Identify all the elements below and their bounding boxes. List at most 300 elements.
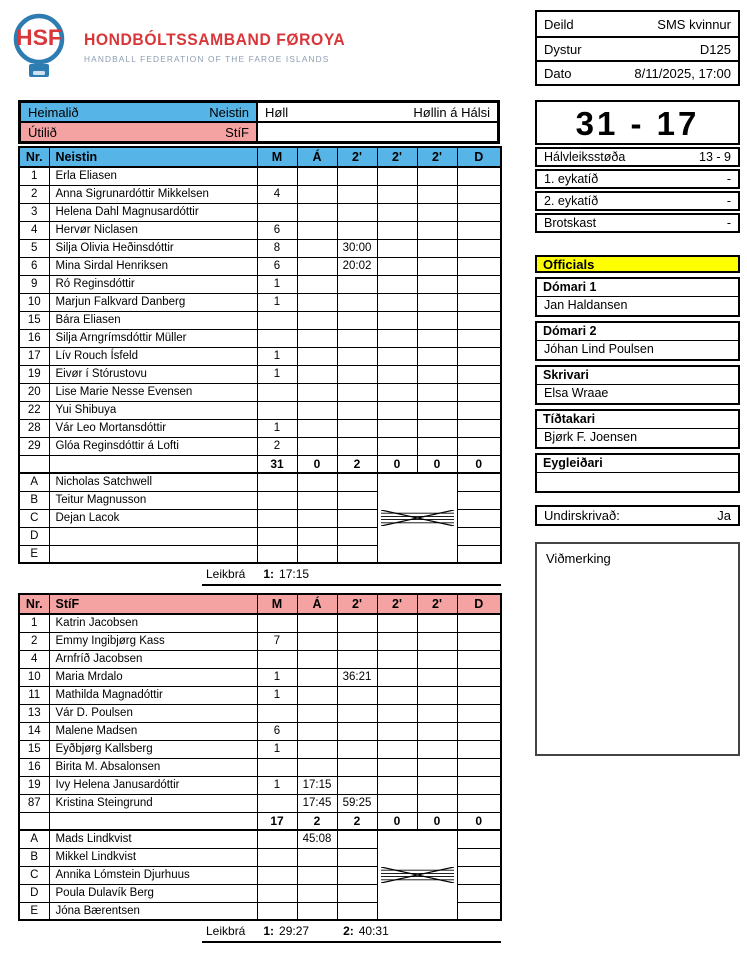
player-stat-cell	[337, 329, 377, 347]
staff-letter-cell: D	[19, 527, 49, 545]
player-nr-cell: 13	[19, 704, 49, 722]
overtime2-row	[535, 191, 740, 211]
leikbra-footer-home	[202, 566, 501, 586]
player-stat-cell	[377, 686, 417, 704]
player-nr-cell: 10	[19, 668, 49, 686]
player-stat-cell	[297, 293, 337, 311]
player-row	[19, 740, 501, 758]
player-nr-cell: 2	[19, 632, 49, 650]
player-stat-cell	[257, 614, 297, 632]
player-stat-cell	[297, 311, 337, 329]
player-stat-cell	[457, 167, 501, 185]
player-stat-cell	[337, 167, 377, 185]
player-stat-cell: 7	[257, 632, 297, 650]
player-name-cell: Arnfríð Jacobsen	[49, 650, 257, 668]
player-stat-cell	[337, 401, 377, 419]
player-stat-cell	[257, 704, 297, 722]
meta-row-dystur	[537, 36, 738, 60]
player-stat-cell	[417, 401, 457, 419]
stat-column-header: 2'	[337, 594, 377, 614]
player-stat-cell	[457, 776, 501, 794]
overtime2-value: -	[726, 194, 731, 208]
player-stat-cell	[297, 419, 337, 437]
staff-stat-cell	[337, 848, 377, 866]
away-team-cell	[20, 122, 257, 142]
totals-value-cell: 0	[417, 812, 457, 830]
staff-letter-cell: D	[19, 884, 49, 902]
player-nr-cell: 17	[19, 347, 49, 365]
player-stat-cell	[337, 419, 377, 437]
leikbra-period-num: 2:	[343, 924, 354, 938]
player-stat-cell	[457, 740, 501, 758]
player-name-cell: Ró Reginsdóttir	[49, 275, 257, 293]
staff-stat-cell	[457, 491, 501, 509]
dystur-label: Dystur	[544, 41, 582, 57]
player-name-cell: Hervør Niclasen	[49, 221, 257, 239]
player-stat-cell: 1	[257, 347, 297, 365]
staff-stat-cell	[337, 866, 377, 884]
player-nr-cell: 16	[19, 329, 49, 347]
staff-stat-cell	[337, 545, 377, 563]
match-header-table	[18, 100, 500, 144]
player-name-cell: Silja Olivia Heðinsdóttir	[49, 239, 257, 257]
player-stat-cell	[377, 401, 417, 419]
player-stat-cell	[417, 704, 457, 722]
home-label: Heimalið	[28, 104, 79, 120]
leikbra-period: 1: 17:15	[263, 567, 310, 581]
player-stat-cell	[457, 221, 501, 239]
player-stat-cell	[297, 257, 337, 275]
team-table-away	[18, 593, 502, 921]
stat-column-header: 2'	[417, 147, 457, 167]
player-stat-cell	[377, 419, 417, 437]
staff-name-cell: Nicholas Satchwell	[49, 473, 257, 491]
federation-text	[84, 31, 359, 64]
staff-name-cell: Jóna Bærentsen	[49, 902, 257, 920]
player-stat-cell: 36:21	[337, 668, 377, 686]
player-nr-cell: 14	[19, 722, 49, 740]
timekeeper-name: Bjørk F. Joensen	[544, 430, 638, 444]
player-stat-cell	[257, 167, 297, 185]
player-stat-cell	[457, 794, 501, 812]
empty-cell	[257, 122, 498, 142]
staff-name-cell: Dejan Lacok	[49, 509, 257, 527]
player-nr-cell: 3	[19, 203, 49, 221]
player-stat-cell	[337, 632, 377, 650]
player-stat-cell	[337, 614, 377, 632]
player-stat-cell: 6	[257, 257, 297, 275]
stat-column-header: D	[457, 594, 501, 614]
staff-stat-cell	[457, 830, 501, 848]
player-nr-cell: 29	[19, 437, 49, 455]
player-stat-cell	[457, 293, 501, 311]
player-stat-cell	[377, 614, 417, 632]
player-stat-cell	[417, 329, 457, 347]
observer-role: Eygleiðari	[537, 455, 738, 473]
player-stat-cell: 8	[257, 239, 297, 257]
deild-label: Deild	[544, 16, 574, 32]
player-stat-cell	[417, 650, 457, 668]
staff-name-cell: Mikkel Lindkvist	[49, 848, 257, 866]
player-nr-cell: 22	[19, 401, 49, 419]
player-name-cell: Emmy Ingibjørg Kass	[49, 632, 257, 650]
stat-column-header: 2'	[337, 147, 377, 167]
player-row	[19, 311, 501, 329]
official-secretary	[535, 365, 740, 405]
leikbra-period: 2: 40:31	[343, 924, 389, 938]
player-stat-cell	[417, 365, 457, 383]
player-stat-cell	[457, 722, 501, 740]
staff-stat-cell	[337, 491, 377, 509]
svg-text:HSF: HSF	[16, 25, 62, 51]
player-stat-cell	[377, 329, 417, 347]
player-stat-cell	[377, 311, 417, 329]
team-name-header: Neistin	[49, 147, 257, 167]
player-row	[19, 686, 501, 704]
away-team-name: StíF	[225, 124, 249, 140]
x-cross-icon	[381, 510, 454, 526]
player-stat-cell	[457, 239, 501, 257]
player-stat-cell	[337, 383, 377, 401]
player-stat-cell	[377, 203, 417, 221]
player-stat-cell	[417, 614, 457, 632]
stat-column-header: 2'	[417, 594, 457, 614]
player-name-cell: Birita M. Absalonsen	[49, 758, 257, 776]
player-stat-cell	[457, 632, 501, 650]
player-stat-cell	[417, 722, 457, 740]
totals-value-cell: 0	[417, 455, 457, 473]
staff-stat-cell	[457, 902, 501, 920]
player-stat-cell	[457, 704, 501, 722]
nr-column-header: Nr.	[19, 594, 49, 614]
totals-empty-name	[49, 455, 257, 473]
player-nr-cell: 19	[19, 776, 49, 794]
player-name-cell: Vár D. Poulsen	[49, 704, 257, 722]
player-stat-cell	[457, 347, 501, 365]
staff-stat-cell	[297, 848, 337, 866]
leikbra-period: 1: 29:27	[263, 924, 310, 938]
player-stat-cell	[297, 668, 337, 686]
player-stat-cell	[457, 686, 501, 704]
player-stat-cell	[377, 794, 417, 812]
player-stat-cell	[377, 185, 417, 203]
overtime1-value: -	[726, 172, 731, 186]
player-name-cell: Silja Arngrímsdóttir Müller	[49, 329, 257, 347]
staff-name-cell	[49, 527, 257, 545]
penalty-row	[535, 213, 740, 233]
player-stat-cell: 1	[257, 740, 297, 758]
stat-column-header: D	[457, 147, 501, 167]
staff-letter-cell: A	[19, 473, 49, 491]
totals-value-cell: 2	[337, 812, 377, 830]
meta-row-deild	[537, 12, 738, 36]
totals-empty-nr	[19, 455, 49, 473]
player-stat-cell	[337, 203, 377, 221]
player-stat-cell: 2	[257, 437, 297, 455]
player-stat-cell	[297, 758, 337, 776]
officials-title: Officials	[535, 255, 740, 273]
player-nr-cell: 15	[19, 311, 49, 329]
totals-value-cell: 0	[297, 455, 337, 473]
player-stat-cell	[417, 275, 457, 293]
totals-value-cell: 2	[297, 812, 337, 830]
player-name-cell: Vár Leo Mortansdóttir	[49, 419, 257, 437]
player-stat-cell	[337, 704, 377, 722]
player-stat-cell	[377, 383, 417, 401]
totals-row	[19, 812, 501, 830]
leikbra-period-num: 1:	[263, 924, 275, 938]
player-stat-cell	[377, 293, 417, 311]
player-row	[19, 419, 501, 437]
player-nr-cell: 10	[19, 293, 49, 311]
player-stat-cell	[377, 758, 417, 776]
totals-value-cell: 17	[257, 812, 297, 830]
player-row	[19, 401, 501, 419]
stat-column-header: Á	[297, 147, 337, 167]
player-stat-cell: 1	[257, 419, 297, 437]
player-name-cell: Erla Eliasen	[49, 167, 257, 185]
player-stat-cell: 6	[257, 221, 297, 239]
player-stat-cell	[297, 383, 337, 401]
player-row	[19, 167, 501, 185]
player-stat-cell	[337, 686, 377, 704]
staff-stat-cell	[297, 884, 337, 902]
match-meta-table	[535, 10, 740, 86]
staff-stat-cell	[337, 884, 377, 902]
player-stat-cell	[257, 794, 297, 812]
hall-cell	[257, 102, 498, 122]
remarks-box	[535, 542, 740, 756]
staff-name-cell: Teitur Magnusson	[49, 491, 257, 509]
player-stat-cell	[377, 722, 417, 740]
player-stat-cell	[297, 239, 337, 257]
player-name-cell: Bára Eliasen	[49, 311, 257, 329]
hall-name: Høllin á Hálsi	[413, 104, 490, 120]
player-stat-cell	[297, 740, 337, 758]
player-stat-cell	[377, 239, 417, 257]
staff-stat-cell	[257, 527, 297, 545]
staff-stat-cell	[297, 545, 337, 563]
player-stat-cell	[457, 185, 501, 203]
player-stat-cell: 59:25	[337, 794, 377, 812]
stat-column-header: M	[257, 594, 297, 614]
player-stat-cell: 17:15	[297, 776, 337, 794]
player-stat-cell	[457, 437, 501, 455]
player-name-cell: Lise Marie Nesse Evensen	[49, 383, 257, 401]
away-label: Útilið	[28, 124, 57, 140]
player-row	[19, 722, 501, 740]
player-stat-cell	[297, 401, 337, 419]
staff-stat-cell	[457, 848, 501, 866]
federation-brand	[12, 12, 359, 82]
staff-letter-cell: E	[19, 545, 49, 563]
player-stat-cell	[297, 203, 337, 221]
staff-letter-cell: C	[19, 509, 49, 527]
player-stat-cell	[417, 776, 457, 794]
staff-body	[19, 473, 501, 563]
timekeeper-role: Tíðtakari	[537, 411, 738, 429]
staff-body	[19, 830, 501, 920]
player-row	[19, 257, 501, 275]
player-stat-cell: 1	[257, 668, 297, 686]
player-row	[19, 239, 501, 257]
totals-value-cell: 31	[257, 455, 297, 473]
dystur-value: D125	[699, 41, 731, 57]
player-row	[19, 614, 501, 632]
player-stat-cell: 20:02	[337, 257, 377, 275]
player-stat-cell	[417, 668, 457, 686]
totals-empty-name	[49, 812, 257, 830]
staff-stat-cell	[257, 902, 297, 920]
referee2-name: Jóhan Lind Poulsen	[544, 342, 654, 356]
stat-column-header: M	[257, 147, 297, 167]
player-stat-cell	[337, 437, 377, 455]
staff-stat-cell: 45:08	[297, 830, 337, 848]
staff-stat-cell	[337, 527, 377, 545]
player-stat-cell	[337, 650, 377, 668]
player-stat-cell	[417, 311, 457, 329]
player-stat-cell: 17:45	[297, 794, 337, 812]
player-name-cell: Eivør í Stórustovu	[49, 365, 257, 383]
federation-subtitle: HANDBALL FEDERATION OF THE FAROE ISLANDS	[84, 53, 330, 64]
player-stat-cell	[457, 383, 501, 401]
player-stat-cell	[257, 758, 297, 776]
player-row	[19, 794, 501, 812]
player-stat-cell	[417, 239, 457, 257]
player-row	[19, 776, 501, 794]
player-stat-cell: 1	[257, 275, 297, 293]
staff-stat-cell	[297, 902, 337, 920]
staff-stat-cell	[257, 848, 297, 866]
player-row	[19, 365, 501, 383]
player-stat-cell	[377, 347, 417, 365]
player-stat-cell	[417, 293, 457, 311]
staff-row	[19, 830, 501, 848]
player-stat-cell	[297, 614, 337, 632]
player-stat-cell	[417, 257, 457, 275]
home-team-name: Neistin	[209, 104, 249, 120]
team-table-head	[19, 147, 501, 167]
player-row	[19, 632, 501, 650]
staff-stat-cell	[297, 527, 337, 545]
score-box	[535, 100, 740, 233]
staff-stat-cell	[257, 509, 297, 527]
hsf-logo-icon	[12, 12, 68, 82]
staff-stat-cell	[457, 509, 501, 527]
staff-name-cell: Poula Dulavík Berg	[49, 884, 257, 902]
x-cross-icon	[381, 867, 454, 883]
team-table-head	[19, 594, 501, 614]
totals-value-cell: 2	[337, 455, 377, 473]
totals-value-cell: 0	[377, 812, 417, 830]
overtime2-label: 2. eykatíð	[544, 194, 599, 208]
officials-panel	[535, 255, 740, 493]
player-stat-cell: 4	[257, 185, 297, 203]
player-row	[19, 293, 501, 311]
crossed-out-cells	[377, 473, 457, 563]
hall-label: Høll	[265, 104, 289, 120]
player-stat-cell	[297, 632, 337, 650]
halftime-value: 13 - 9	[699, 150, 731, 164]
staff-stat-cell	[337, 473, 377, 491]
player-stat-cell	[457, 401, 501, 419]
totals-row	[19, 455, 501, 473]
staff-stat-cell	[257, 473, 297, 491]
secretary-role: Skrivari	[537, 367, 738, 385]
player-stat-cell	[417, 758, 457, 776]
player-stat-cell	[297, 437, 337, 455]
team-name-header: StíF	[49, 594, 257, 614]
staff-stat-cell	[337, 509, 377, 527]
crossed-out-cells	[377, 830, 457, 920]
player-stat-cell	[457, 419, 501, 437]
player-stat-cell: 1	[257, 686, 297, 704]
player-stat-cell	[457, 758, 501, 776]
player-stat-cell	[377, 257, 417, 275]
player-stat-cell	[417, 203, 457, 221]
player-stat-cell	[377, 275, 417, 293]
player-name-cell: Mathilda Magnadóttir	[49, 686, 257, 704]
staff-stat-cell	[257, 491, 297, 509]
player-stat-cell	[297, 365, 337, 383]
staff-stat-cell	[457, 884, 501, 902]
totals-empty-nr	[19, 812, 49, 830]
staff-stat-cell	[257, 830, 297, 848]
player-name-cell: Lív Rouch Ísfeld	[49, 347, 257, 365]
player-stat-cell	[297, 185, 337, 203]
player-stat-cell	[337, 185, 377, 203]
player-stat-cell	[457, 650, 501, 668]
player-stat-cell	[377, 650, 417, 668]
player-row	[19, 704, 501, 722]
player-stat-cell	[377, 632, 417, 650]
player-stat-cell: 6	[257, 722, 297, 740]
player-row	[19, 383, 501, 401]
player-stat-cell	[377, 704, 417, 722]
leikbra-label: Leikbrá	[206, 567, 246, 581]
player-row	[19, 221, 501, 239]
team-tables-area	[18, 146, 500, 949]
staff-name-cell	[49, 545, 257, 563]
player-stat-cell	[417, 419, 457, 437]
stat-column-header: Á	[297, 594, 337, 614]
player-stat-cell	[417, 632, 457, 650]
player-stat-cell	[337, 293, 377, 311]
player-stat-cell	[457, 203, 501, 221]
totals-value-cell: 0	[457, 812, 501, 830]
staff-stat-cell	[297, 509, 337, 527]
staff-name-cell: Mads Lindkvist	[49, 830, 257, 848]
player-nr-cell: 4	[19, 221, 49, 239]
totals-value-cell: 0	[377, 455, 417, 473]
official-observer	[535, 453, 740, 493]
player-stat-cell	[337, 776, 377, 794]
leikbra-period-num: 1:	[263, 567, 275, 581]
staff-stat-cell	[457, 473, 501, 491]
player-stat-cell	[417, 437, 457, 455]
staff-stat-cell	[297, 473, 337, 491]
player-stat-cell	[337, 740, 377, 758]
player-stat-cell	[257, 329, 297, 347]
player-stat-cell	[377, 167, 417, 185]
player-stat-cell	[297, 167, 337, 185]
dato-value: 8/11/2025, 17:00	[634, 65, 731, 81]
penalty-label: Brotskast	[544, 216, 597, 230]
player-stat-cell	[257, 311, 297, 329]
team-header-row	[19, 147, 501, 167]
player-row	[19, 668, 501, 686]
player-row	[19, 650, 501, 668]
